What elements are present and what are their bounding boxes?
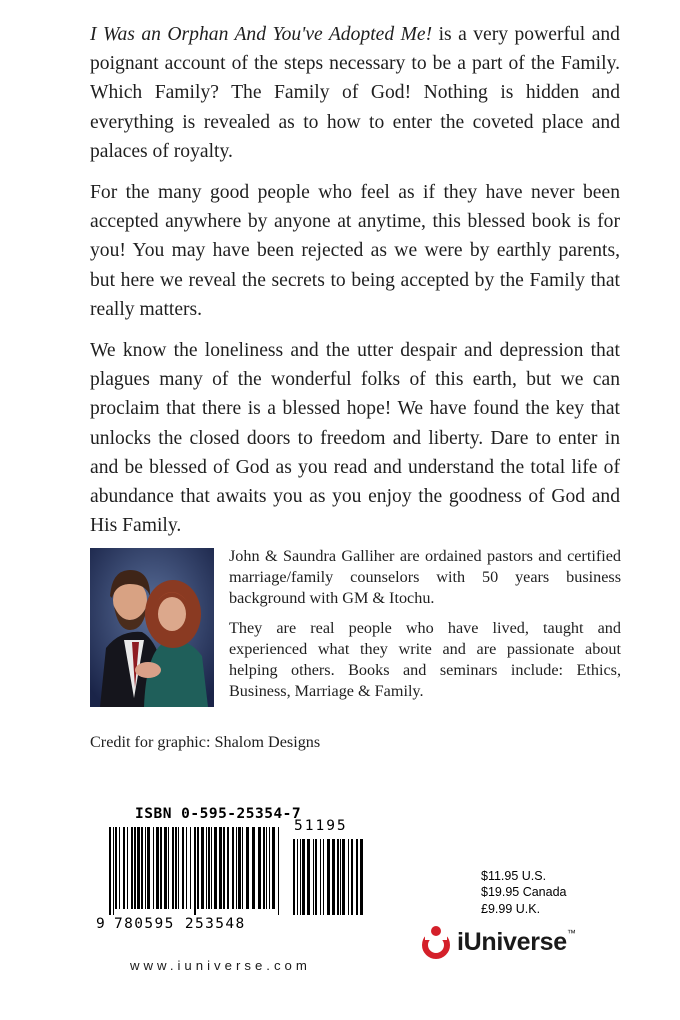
barcode-bar — [340, 839, 341, 915]
barcode-bar — [323, 839, 324, 915]
barcode-bar — [263, 827, 265, 909]
barcode-bar — [297, 839, 298, 915]
book-title: I Was an Orphan And You've Adopted Me! — [90, 24, 433, 45]
barcode-bar — [194, 827, 196, 915]
barcode-addon-number: 51195 — [294, 818, 348, 834]
barcode-bar — [360, 839, 363, 915]
barcode-bar — [227, 827, 229, 909]
barcode-bar — [252, 827, 255, 909]
barcode-bar — [278, 827, 279, 915]
barcode-bar — [313, 839, 314, 915]
publisher-website: www.iuniverse.com — [130, 958, 311, 973]
barcode-bar — [147, 827, 150, 909]
barcode-bar — [164, 827, 167, 909]
barcode-bar — [131, 827, 133, 909]
barcode-bar — [315, 839, 317, 915]
price-uk: £9.99 U.K. — [481, 901, 541, 916]
barcode-bar — [214, 827, 217, 909]
trademark-symbol: ™ — [566, 927, 576, 938]
barcode-bar — [351, 839, 353, 915]
barcode-bar — [332, 839, 335, 915]
barcode-bar — [223, 827, 225, 909]
barcode-bar — [168, 827, 169, 909]
barcode-bar — [178, 827, 179, 909]
barcode-bar — [190, 827, 191, 909]
barcode-bar — [141, 827, 143, 909]
barcode-bar — [186, 827, 187, 909]
author-bio — [229, 546, 621, 712]
barcode-bar — [258, 827, 261, 909]
publisher-logo — [421, 924, 576, 960]
graphic-credit: Credit for graphic: Shalom Designs — [90, 733, 321, 751]
barcode-bar — [348, 839, 349, 915]
barcode-bar — [337, 839, 339, 915]
barcode-bar — [153, 827, 154, 909]
barcode-bar — [342, 839, 345, 915]
barcode-bar — [201, 827, 204, 909]
price-us: $11.95 U.S. — [481, 869, 547, 883]
barcode-bar — [119, 827, 120, 909]
iuniverse-logo-icon — [421, 924, 451, 960]
blurb-paragraph-1 — [90, 20, 620, 166]
barcode-bar — [238, 827, 241, 909]
barcode-bar — [302, 839, 305, 915]
barcode-bar — [197, 827, 199, 909]
back-cover-blurb — [90, 20, 620, 594]
barcode-bar — [246, 827, 249, 909]
barcode-bar — [127, 827, 128, 909]
publisher-name-text: iUniverse — [457, 927, 567, 956]
blurb-paragraph-2: For the many good people who feel as if they have never been accepted anywhere by anyone at anytime, this blessed book is for you! You may have been rejected as we were by earthly parents, but here we reveal the secrets to being accepted by the Family that really matters. — [90, 182, 620, 320]
barcode-bar — [300, 839, 301, 915]
barcode-bar — [137, 827, 140, 909]
barcode-bar — [182, 827, 184, 909]
barcode-bar — [134, 827, 136, 909]
barcode-bar — [320, 839, 321, 915]
blurb-paragraph-3: We know the loneliness and the utter despair and depression that plagues many of the wonderful folks of this earth, but we can proclaim that there is a blessed hope! We have found the key that unlocks the closed doors to freedom and liberty. Dare to enter in and be blessed of God as you read and understand the total life of abundance that awaits you as you enjoy the goodness of God and His Family. — [90, 340, 620, 537]
barcode-bar — [115, 827, 117, 909]
barcode-bar — [269, 827, 270, 909]
blurb-paragraph-1-text: is a very powerful and poignant account of the steps necessary to be a part of the Family. Which Family? The Family of God! Nothing is hidden and everything is revealed as to how to enter the coveted place and palaces of royalty. — [90, 24, 620, 162]
publisher-name — [457, 928, 576, 957]
barcode-bar — [206, 827, 207, 909]
barcode-bar — [113, 827, 114, 915]
author-bio-paragraph-1: John & Saundra Galliher are ordained pastors and certified marriage/family counselors with 50 years business background with GM & Itochu. — [229, 547, 621, 607]
author-photo-image — [90, 548, 214, 707]
author-photo — [90, 548, 214, 707]
barcode-bar — [109, 827, 111, 915]
price-canada: $19.95 Canada — [481, 885, 567, 900]
barcode-bar — [266, 827, 267, 909]
author-bio-paragraph-2: They are real people who have lived, taught and experienced what they write and are passionate about helping others. Books and seminars include: Ethics, Business, Marriage & Family. — [229, 619, 621, 700]
barcode-bar — [232, 827, 234, 909]
barcode-bar — [160, 827, 162, 909]
barcode-bar — [123, 827, 125, 909]
barcode-bar — [272, 827, 275, 909]
barcode-bar — [236, 827, 237, 909]
barcode-graphic — [93, 827, 375, 917]
barcode-bar — [145, 827, 146, 909]
barcode-bar — [219, 827, 222, 909]
barcode-bar — [327, 839, 330, 915]
barcode-bar — [293, 839, 295, 915]
ean-number: 780595 253548 — [114, 916, 246, 932]
barcode-bar — [208, 827, 210, 909]
barcode-bar — [156, 827, 159, 909]
barcode-bar — [356, 839, 358, 915]
barcode-bar — [211, 827, 212, 909]
price-list — [481, 868, 567, 917]
ean-first-digit: 9 — [96, 916, 105, 932]
isbn-label: ISBN 0-595-25354-7 — [135, 806, 302, 822]
barcode-bar — [172, 827, 174, 909]
barcode-bar — [307, 839, 310, 915]
barcode-bar — [242, 827, 243, 909]
barcode-bar — [175, 827, 177, 909]
